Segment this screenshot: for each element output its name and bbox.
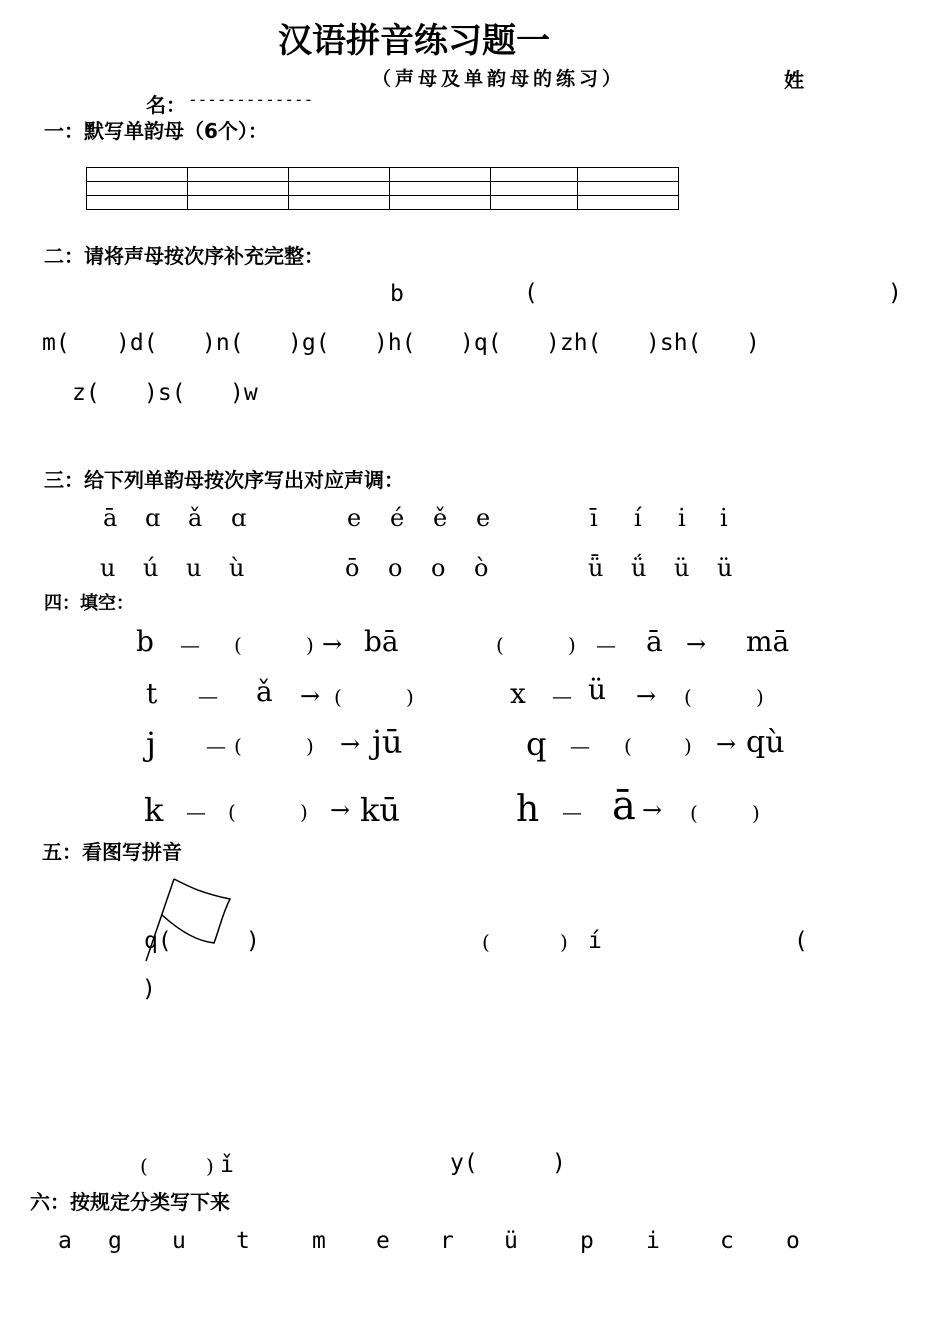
- fill-token: →: [686, 630, 707, 658]
- grid-cell[interactable]: [87, 168, 188, 182]
- picture-token: ): [142, 976, 156, 1002]
- letter-item: e: [376, 1228, 390, 1254]
- picture-token: y(: [450, 1150, 478, 1176]
- section-2-heading: 二：请将声母按次序补充完整：: [44, 244, 324, 268]
- picture-token: ): [206, 1154, 214, 1178]
- initial-token: )w: [230, 380, 258, 406]
- name-label-surname: 姓: [784, 68, 804, 92]
- fill-token: ā: [646, 625, 663, 658]
- vowel-tone: ü: [717, 554, 733, 582]
- vowel-tone: ù: [229, 554, 245, 582]
- picture-token: ): [246, 928, 260, 954]
- initial-token: )sh(: [646, 330, 702, 356]
- vowel-tone: ò: [474, 554, 489, 582]
- letter-item: u: [172, 1228, 186, 1254]
- grid-cell[interactable]: [188, 168, 289, 182]
- vowel-tone: ú: [143, 554, 159, 582]
- grid-cell[interactable]: [390, 182, 491, 196]
- fill-token: kū: [360, 791, 400, 829]
- fill-token: →: [330, 796, 351, 824]
- fill-token: ): [306, 633, 314, 657]
- fill-token: ): [752, 801, 760, 825]
- fill-token: b: [136, 625, 154, 658]
- initial-token: )d(: [116, 330, 158, 356]
- letter-item: t: [236, 1228, 250, 1254]
- fill-token: ): [300, 800, 308, 824]
- fill-token: k: [144, 791, 164, 829]
- fill-token: —: [596, 633, 616, 657]
- fill-token: (: [234, 734, 242, 758]
- initial-token: )q(: [460, 330, 502, 356]
- initial-token: )zh(: [546, 330, 602, 356]
- grid-cell[interactable]: [289, 196, 390, 210]
- vowel-tone: ī: [590, 504, 598, 532]
- grid-cell[interactable]: [289, 182, 390, 196]
- page-title: 汉语拼音练习题一: [278, 21, 550, 61]
- fill-token: ): [684, 734, 692, 758]
- fill-token: →: [340, 730, 361, 758]
- vowel-tone: ɑ: [231, 504, 247, 532]
- picture-token: (: [482, 930, 490, 954]
- picture-token: ǐ: [220, 1152, 234, 1178]
- fill-token: —: [198, 684, 218, 708]
- fill-token: x: [510, 677, 526, 710]
- letter-item: a: [58, 1228, 72, 1254]
- picture-token: (: [794, 928, 808, 954]
- vowel-tone: í: [634, 504, 642, 532]
- fill-token: (: [334, 685, 342, 709]
- initial-token: ): [746, 330, 760, 356]
- fill-token: ): [306, 734, 314, 758]
- fill-token: —: [206, 734, 226, 758]
- letter-item: c: [720, 1228, 734, 1254]
- section-4-heading: 四：填空：: [44, 593, 134, 614]
- grid-cell[interactable]: [578, 182, 679, 196]
- grid-cell[interactable]: [491, 182, 578, 196]
- fill-token: ): [568, 633, 576, 657]
- fill-token: bā: [364, 625, 399, 658]
- section-1-heading: 一：默写单韵母（6个）：: [44, 119, 268, 143]
- letter-item: o: [786, 1228, 800, 1254]
- picture-token: ): [552, 1150, 566, 1176]
- grid-cell[interactable]: [390, 196, 491, 210]
- fill-token: t: [146, 677, 158, 710]
- grid-cell[interactable]: [87, 196, 188, 210]
- fill-token: →: [322, 630, 343, 658]
- vowel-tone: ǖ: [588, 554, 604, 582]
- fill-token: —: [186, 800, 206, 824]
- vowel-tone: ǎ: [188, 504, 203, 532]
- fill-token: →: [636, 682, 657, 710]
- vowel-tone: i: [720, 504, 728, 532]
- vowel-tone: ě: [433, 504, 448, 532]
- grid-cell[interactable]: [390, 168, 491, 182]
- fill-token: (: [496, 633, 504, 657]
- letter-item: r: [440, 1228, 454, 1254]
- vowel-tone: ü: [674, 554, 690, 582]
- blank-open: (: [524, 280, 538, 306]
- vowel-tone: u: [100, 554, 116, 582]
- fill-token: (: [234, 633, 242, 657]
- letter-item: p: [580, 1228, 594, 1254]
- initial-token: m(: [42, 330, 70, 356]
- grid-cell[interactable]: [87, 182, 188, 196]
- letter-item: m: [312, 1228, 326, 1254]
- letter-item: i: [646, 1228, 660, 1254]
- fill-token: h: [516, 789, 540, 830]
- fill-token: mā: [746, 625, 790, 658]
- letter-item: g: [108, 1228, 122, 1254]
- section-3-heading: 三：给下列单韵母按次序写出对应声调：: [44, 468, 404, 492]
- initial-token: z(: [72, 380, 100, 406]
- fill-token: ): [406, 685, 414, 709]
- picture-token: ): [560, 930, 568, 954]
- name-label-given: 名：: [146, 93, 186, 117]
- fill-token: ǎ: [256, 675, 273, 708]
- vowel-tone: ǘ: [631, 554, 647, 582]
- vowel-tone: i: [678, 504, 686, 532]
- vowel-tone: ā: [103, 504, 118, 532]
- fill-token: jū: [372, 723, 403, 761]
- fill-token: —: [552, 684, 572, 708]
- fill-token: —: [570, 734, 590, 758]
- fill-token: (: [624, 734, 632, 758]
- fill-token: (: [228, 800, 236, 824]
- blank-close: ): [888, 280, 902, 306]
- grid-cell[interactable]: [578, 168, 679, 182]
- initial-b: b: [390, 281, 404, 307]
- fill-token: →: [716, 730, 737, 758]
- vowel-tone: o: [431, 554, 446, 582]
- section-6-heading: 六：按规定分类写下来: [30, 1190, 230, 1214]
- initial-token: )s(: [144, 380, 186, 406]
- picture-token: í: [588, 928, 602, 954]
- fill-token: (: [690, 801, 698, 825]
- vowel-tone: o: [388, 554, 403, 582]
- vowel-tone: ō: [345, 554, 360, 582]
- initial-token: )h(: [374, 330, 416, 356]
- fill-token: qù: [746, 725, 785, 760]
- grid-cell[interactable]: [578, 196, 679, 210]
- initial-token: )g(: [288, 330, 330, 356]
- fill-token: ): [756, 685, 764, 709]
- fill-token: →: [300, 682, 321, 710]
- answer-grid: [86, 167, 679, 210]
- grid-cell[interactable]: [188, 196, 289, 210]
- fill-token: q: [526, 725, 547, 763]
- section-5-heading: 五：看图写拼音: [42, 840, 182, 864]
- fill-token: j: [146, 725, 156, 763]
- letter-item: ü: [504, 1228, 518, 1254]
- fill-token: →: [642, 796, 663, 824]
- grid-cell[interactable]: [289, 168, 390, 182]
- vowel-tone: e: [476, 504, 491, 532]
- vowel-tone: é: [390, 504, 405, 532]
- fill-token: ā: [612, 783, 636, 829]
- grid-cell[interactable]: [491, 168, 578, 182]
- fill-token: —: [562, 800, 582, 824]
- initial-token: )n(: [202, 330, 244, 356]
- vowel-tone: e: [347, 504, 362, 532]
- grid-cell[interactable]: [188, 182, 289, 196]
- picture-token: q(: [144, 928, 172, 954]
- name-blank-line[interactable]: -------------: [188, 90, 314, 109]
- fill-token: (: [684, 685, 692, 709]
- fill-token: —: [180, 633, 200, 657]
- vowel-tone: ɑ: [145, 504, 161, 532]
- picture-token: (: [140, 1154, 148, 1178]
- vowel-tone: u: [186, 554, 202, 582]
- grid-cell[interactable]: [491, 196, 578, 210]
- page-subtitle: （声母及单韵母的练习）: [372, 68, 626, 90]
- fill-token: ü: [588, 673, 607, 706]
